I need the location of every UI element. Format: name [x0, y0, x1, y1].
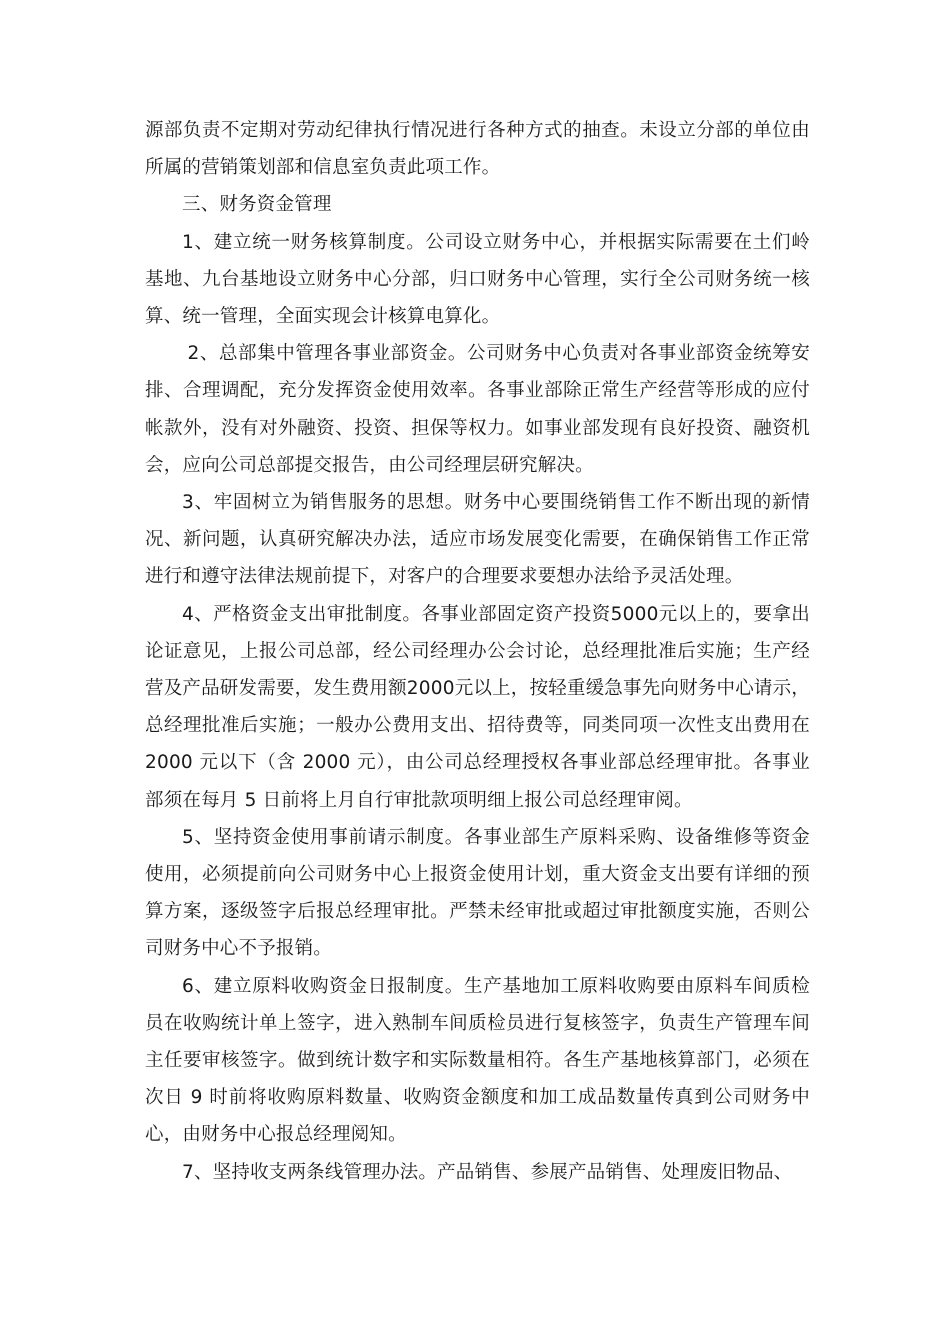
paragraph-item-4: 4、严格资金支出审批制度。各事业部固定资产投资5000元以上的，要拿出论证意见，上报公司总部，经公司经理办公会讨论，总经理批准后实施；生产经营及产品研发需要，发生费用额2000元以上，按轻重缓急事先向财务中心请示，总经理批准后实施；一般办公费用支出、招待费等，同类同项一次性支出费用在2000 元以下（含 2000 元），由公司总经理授权各事业部总经理审批。各事业部须在每月 5 日前将上月自行审批款项明细上报公司总经理审阅。 — [145, 603, 810, 811]
paragraph-item-1: 1、建立统一财务核算制度。公司设立财务中心，并根据实际需要在土们岭基地、九台基地设立财务中心分部，归口财务中心管理，实行全公司财务统一核算、统一管理，全面实现会计核算电算化。 — [145, 231, 810, 328]
paragraph-item-7: 7、坚持收支两条线管理办法。产品销售、参展产品销售、处理废旧物品、 — [182, 1161, 793, 1183]
paragraph-continuation: 源部负责不定期对劳动纪律执行情况进行各种方式的抽查。未设立分部的单位由所属的营销策划部和信息室负责此项工作。 — [145, 120, 810, 179]
document-page — [145, 112, 810, 1191]
paragraph-item-2: 2、总部集中管理各事业部资金。公司财务中心负责对各事业部资金统筹安排、合理调配，充分发挥资金使用效率。各事业部除正常生产经营等形成的应付帐款外，没有对外融资、投资、担保等权力。如事业部发现有良好投资、融资机会，应向公司总部提交报告，由公司经理层研究解决。 — [145, 343, 810, 476]
paragraph-item-6: 6、建立原料收购资金日报制度。生产基地加工原料收购要由原料车间质检员在收购统计单上签字，进入熟制车间质检员进行复核签字，负责生产管理车间主任要审核签字。做到统计数字和实际数量相符。各生产基地核算部门，必须在次日 9 时前将收购原料数量、收购资金额度和加工成品数量传真到公司财务中心，由财务中心报总经理阅知。 — [145, 975, 810, 1146]
paragraph-item-3: 3、牢固树立为销售服务的思想。财务中心要围绕销售工作不断出现的新情况、新问题，认真研究解决办法，适应市场发展变化需要，在确保销售工作正常进行和遵守法律法规前提下，对客户的合理要求要想办法给予灵活处理。 — [145, 492, 810, 588]
section-heading-finance: 三、财务资金管理 — [182, 194, 332, 216]
paragraph-item-5: 5、坚持资金使用事前请示制度。各事业部生产原料采购、设备维修等资金使用，必须提前向公司财务中心上报资金使用计划，重大资金支出要有详细的预算方案，逐级签字后报总经理审批。严禁未经审批或超过审批额度实施，否则公司财务中心不予报销。 — [145, 826, 810, 960]
